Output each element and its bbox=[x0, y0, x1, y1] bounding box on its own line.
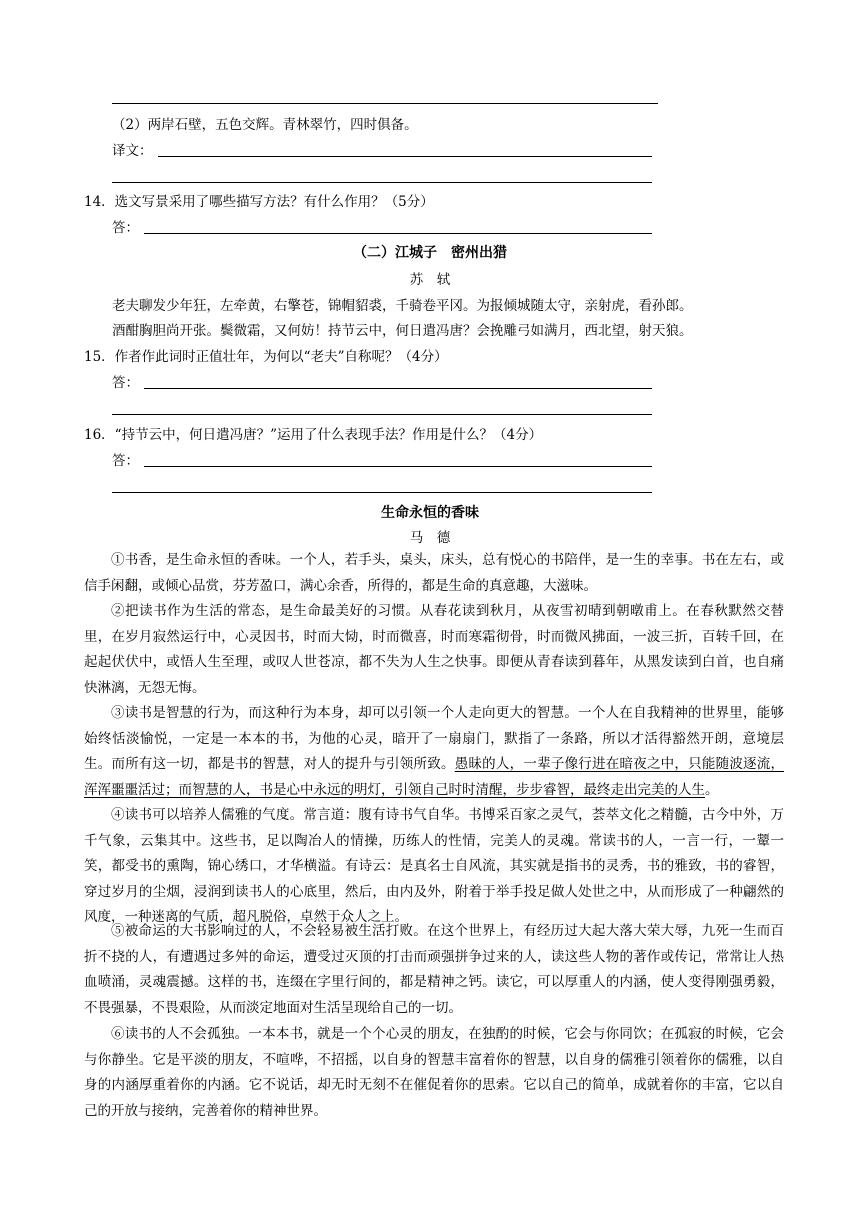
answer-line bbox=[112, 492, 652, 493]
essay-paragraph-2: ②把读书作为生活的常态，是生命最美好的习惯。从春花读到秋月，从夜雪初晴到朝暾甫上。在春秋默然交替里，在岁月寂然运行中，心灵因书，时而大恸，时而微喜，时而寒霜彻骨，时而微风拂面，一波三折，百转千回，在起起伏伏中，或悟人生至理，或叹人世苍凉，都不失为人生之快事。即便从青春读到暮年，从黑发读到白首，也自痛快淋漓，无怨无悔。 bbox=[84, 603, 784, 696]
answer-line bbox=[144, 233, 652, 234]
question-14: 14．选文写景采用了哪些描写方法？有什么作用？（5分） bbox=[84, 194, 434, 210]
answer-line bbox=[144, 388, 652, 389]
answer-line bbox=[112, 414, 652, 415]
underlined-sentence: 愚昧的人，一辈子像行进在暗夜之中，只能随波逐流，浑浑噩噩活过；而智慧的人，书是心中永远的明灯，引领自己时时清醒，步步睿智，最终走出完美的人生 bbox=[84, 756, 785, 798]
poem-line-2: 酒酣胸胆尚开张。鬓微霜，又何妨！持节云中，何日遣冯唐？会挽雕弓如满月，西北望，射天狼。 bbox=[112, 323, 693, 339]
paragraph-text: 。 bbox=[705, 781, 719, 798]
poem-line-1: 老夫聊发少年狂，左牵黄，右擎苍，锦帽貂裘，千骑卷平冈。为报倾城随太守，亲射虎，看孙郎。 bbox=[112, 298, 693, 314]
answer-label: 答： bbox=[112, 453, 139, 469]
poem-title: （二）江城子 密州出猎 bbox=[353, 245, 507, 261]
essay-title: 生命永恒的香味 bbox=[381, 505, 479, 521]
essay-paragraph-3 bbox=[84, 701, 784, 803]
poem-author: 苏 轼 bbox=[409, 272, 451, 288]
essay-paragraph-4: ④读书可以培养人儒雅的气度。常言道：腹有诗书气自华。书博采百家之灵气，荟萃文化之精髓，古今中外，万千气象，云集其中。这些书，足以陶冶人的情操，历练人的性情，完美人的灵魂。常读书的人，一言一行，一颦一笑，都受书的熏陶，锦心绣口，才华横溢。有诗云：是真名士自风流，其实就是指书的灵秀，书的雅致，书的睿智，穿过岁月的尘烟，浸润到读书人的心底里，然后，由内及外，附着于举手投足做人处世之中，从而形成了一种翩然的风度，一种迷离的气质，超凡脱俗，卓然于众人之上。 bbox=[84, 807, 784, 925]
essay-author: 马 德 bbox=[409, 530, 451, 546]
answer-line bbox=[144, 466, 652, 467]
answer-label: 答： bbox=[112, 220, 139, 236]
question-15: 15．作者作此词时正值壮年，为何以“老夫”自称呢？（4分） bbox=[84, 349, 448, 365]
question-16: 16．“持节云中，何日遣冯唐？”运用了什么表现手法？作用是什么？（4分） bbox=[84, 427, 543, 443]
q13-2-text: （2）两岸石壁，五色交辉。青林翠竹，四时俱备。 bbox=[112, 117, 418, 133]
answer-line bbox=[112, 182, 652, 183]
answer-line bbox=[112, 103, 658, 104]
answer-label: 答： bbox=[112, 375, 139, 391]
paragraph-text: ③读书是智慧的行为，而这种行为本身，却可以引领一个人走向更大的智慧。一个人在自我精神的世界里，能够始终恬淡愉悦，一定是一本本的书，为他的心灵，暗开了一扇扇门，默指了一条路，所以才活得豁然开朗，意境层生。而所有这一切，都是书的智慧，对人的提升与引领所致。 bbox=[84, 705, 784, 772]
answer-line bbox=[158, 156, 652, 157]
translation-label: 译文： bbox=[112, 143, 153, 159]
essay-paragraph-6: ⑥读书的人不会孤独。一本本书，就是一个个心灵的朋友，在独酌的时候，它会与你同饮；在孤寂的时候，它会与你静坐。它是平淡的朋友，不喧哗，不招摇，以自身的智慧丰富着你的智慧，以自身的儒雅引领着你的儒雅，以自身的内涵厚重着你的内涵。它不说话，却无时无刻不在催促着你的思索。它以自己的简单，成就着你的丰富，它以自己的开放与接纳，完善着你的精神世界。 bbox=[84, 1026, 784, 1119]
essay-paragraph-5: ⑤被命运的大书影响过的人，不会轻易被生活打败。在这个世界上，有经历过大起大落大荣大辱，九死一生而百折不挠的人，有遭遇过多舛的命运，遭受过灭顶的打击而顽强拼争过来的人，读这些人物的著作或传记，常常让人热血喷涌，灵魂震撼。这样的书，连缀在字里行间的，都是精神之钙。读它，可以厚重人的内涵，使人变得刚强勇毅，不畏强暴，不畏艰险，从而淡定地面对生活呈现给自己的一切。 bbox=[84, 923, 784, 1016]
essay-paragraph-1: ①书香，是生命永恒的香味。一个人，若手头，桌头，床头，总有悦心的书陪伴，是一生的幸事。书在左右，或信手闲翻，或倾心品赏，芬芳盈口，满心余香，所得的，都是生命的真意趣，大滋味。 bbox=[84, 552, 784, 594]
